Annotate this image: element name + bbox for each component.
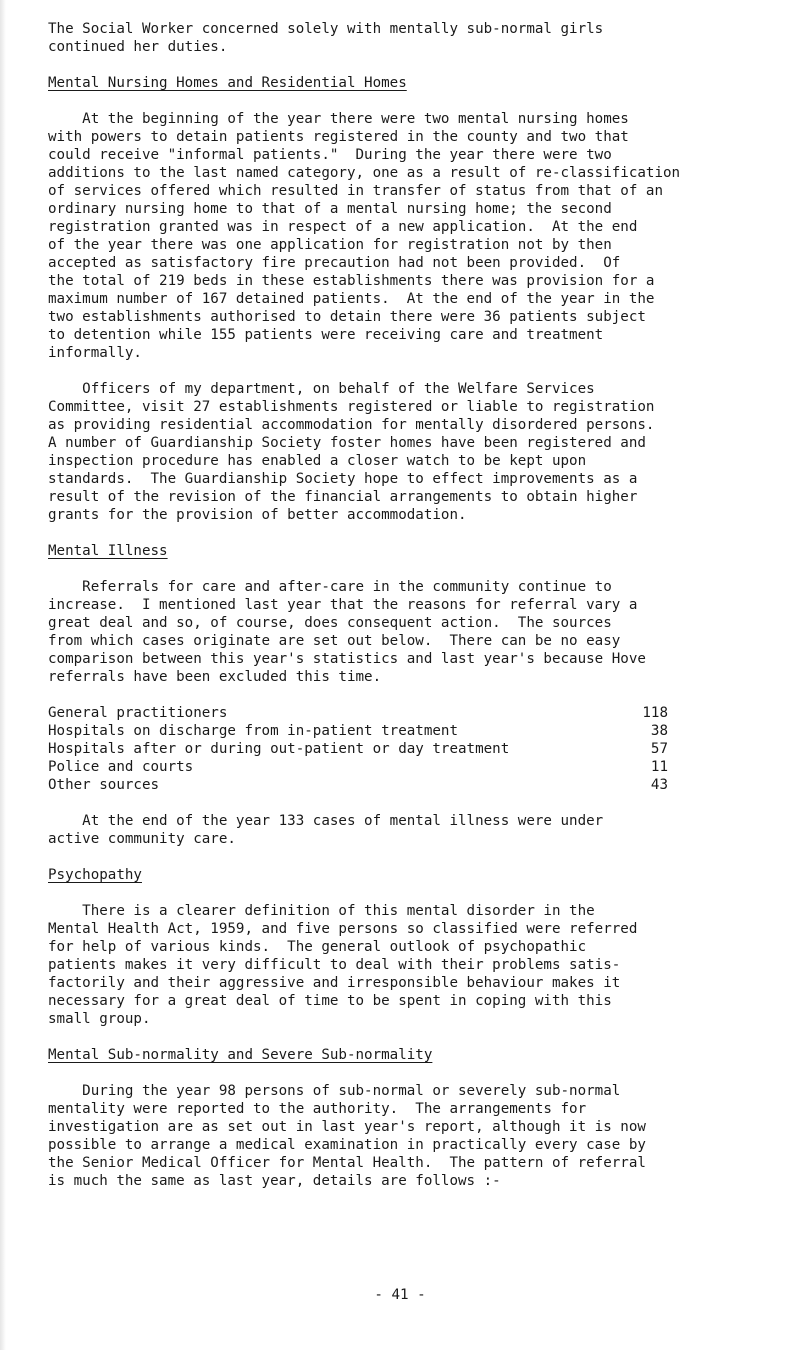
- text-line: Mental Health Act, 1959, and five persons so classified were referred: [48, 921, 638, 937]
- text-line: mentality were reported to the authority. The arrangements for: [48, 1101, 587, 1117]
- table-row: [48, 722, 668, 740]
- mental-nursing-paragraph-2: [48, 380, 793, 524]
- text-line: small group.: [48, 1011, 151, 1027]
- page-edge-shadow: [0, 0, 6, 1350]
- mental-illness-paragraph-1: [48, 578, 793, 686]
- text-line: registration granted was in respect of a new application. At the end: [48, 219, 638, 235]
- text-line: At the beginning of the year there were two mental nursing homes: [48, 111, 629, 127]
- row-label: Hospitals on discharge from in-patient treatment: [48, 723, 458, 739]
- text-line: could receive "informal patients." During the year there were two: [48, 147, 612, 163]
- text-line: The Social Worker concerned solely with mentally sub-normal girls: [48, 21, 604, 37]
- text-line: patients makes it very difficult to deal with their problems satis-: [48, 957, 621, 973]
- text-line: standards. The Guardianship Society hope to effect improvements as a: [48, 471, 638, 487]
- text-line: maximum number of 167 detained patients. At the end of the year in the: [48, 291, 655, 307]
- section-heading-psychopathy: Psychopathy: [48, 867, 142, 883]
- text-line: from which cases originate are set out below. There can be no easy: [48, 633, 621, 649]
- table-row: [48, 704, 668, 722]
- text-line: accepted as satisfactory fire precaution had not been provided. Of: [48, 255, 621, 271]
- text-line: is much the same as last year, details are follows :-: [48, 1173, 501, 1189]
- text-line: factorily and their aggressive and irresponsible behaviour makes it: [48, 975, 621, 991]
- text-line: continued her duties.: [48, 39, 228, 55]
- text-line: inspection procedure has enabled a closer watch to be kept upon: [48, 453, 587, 469]
- referral-sources-table: [48, 704, 668, 794]
- text-line: necessary for a great deal of time to be spent in coping with this: [48, 993, 612, 1009]
- text-line: of services offered which resulted in transfer of status from that of an: [48, 183, 663, 199]
- table-row: [48, 758, 668, 776]
- text-line: informally.: [48, 345, 142, 361]
- text-line: At the end of the year 133 cases of mental illness were under: [48, 813, 604, 829]
- section-heading-subnormality: Mental Sub-normality and Severe Sub-normality: [48, 1047, 433, 1063]
- text-line: with powers to detain patients registered in the county and two that: [48, 129, 629, 145]
- row-value: 38: [650, 723, 668, 739]
- row-value: 11: [650, 759, 668, 775]
- text-line: possible to arrange a medical examination in practically every case by: [48, 1137, 646, 1153]
- text-line: for help of various kinds. The general outlook of psychopathic: [48, 939, 587, 955]
- text-line: Officers of my department, on behalf of the Welfare Services: [48, 381, 595, 397]
- text-line: as providing residential accommodation for mentally disordered persons.: [48, 417, 655, 433]
- text-line: the Senior Medical Officer for Mental Health. The pattern of referral: [48, 1155, 646, 1171]
- page-number: - 41 -: [374, 1287, 426, 1303]
- text-line: increase. I mentioned last year that the reasons for referral vary a: [48, 597, 638, 613]
- text-line: of the year there was one application for registration not by then: [48, 237, 612, 253]
- section-heading-mental-nursing: Mental Nursing Homes and Residential Homes: [48, 75, 407, 91]
- row-label: General practitioners: [48, 705, 228, 721]
- text-line: to detention while 155 patients were receiving care and treatment: [48, 327, 604, 343]
- row-label: Other sources: [48, 777, 160, 793]
- text-line: result of the revision of the financial arrangements to obtain higher: [48, 489, 638, 505]
- row-value: 57: [650, 741, 668, 757]
- row-value: 43: [650, 777, 668, 793]
- text-line: ordinary nursing home to that of a mental nursing home; the second: [48, 201, 612, 217]
- mental-nursing-paragraph-1: [48, 110, 793, 362]
- text-line: There is a clearer definition of this mental disorder in the: [48, 903, 595, 919]
- subnormality-paragraph: [48, 1082, 793, 1190]
- psychopathy-paragraph: [48, 902, 793, 1028]
- text-line: the total of 219 beds in these establishments there was provision for a: [48, 273, 655, 289]
- text-line: A number of Guardianship Society foster homes have been registered and: [48, 435, 646, 451]
- text-line: comparison between this year's statistics and last year's because Hove: [48, 651, 646, 667]
- text-line: investigation are as set out in last year's report, although it is now: [48, 1119, 646, 1135]
- text-line: grants for the provision of better accommodation.: [48, 507, 467, 523]
- text-line: Committee, visit 27 establishments registered or liable to registration: [48, 399, 655, 415]
- text-line: Referrals for care and after-care in the community continue to: [48, 579, 612, 595]
- row-label: Police and courts: [48, 759, 194, 775]
- document-body: [48, 20, 793, 1208]
- text-line: active community care.: [48, 831, 236, 847]
- text-line: additions to the last named category, one as a result of re-classification: [48, 165, 681, 181]
- text-line: During the year 98 persons of sub-normal or severely sub-normal: [48, 1083, 621, 1099]
- table-row: [48, 740, 668, 758]
- intro-paragraph: [48, 20, 793, 56]
- row-label: Hospitals after or during out-patient or day treatment: [48, 741, 510, 757]
- row-value: 118: [642, 705, 668, 721]
- mental-illness-paragraph-2: [48, 812, 793, 848]
- text-line: great deal and so, of course, does consequent action. The sources: [48, 615, 612, 631]
- table-row: [48, 776, 668, 794]
- section-heading-mental-illness: Mental Illness: [48, 543, 168, 559]
- text-line: referrals have been excluded this time.: [48, 669, 382, 685]
- text-line: two establishments authorised to detain there were 36 patients subject: [48, 309, 646, 325]
